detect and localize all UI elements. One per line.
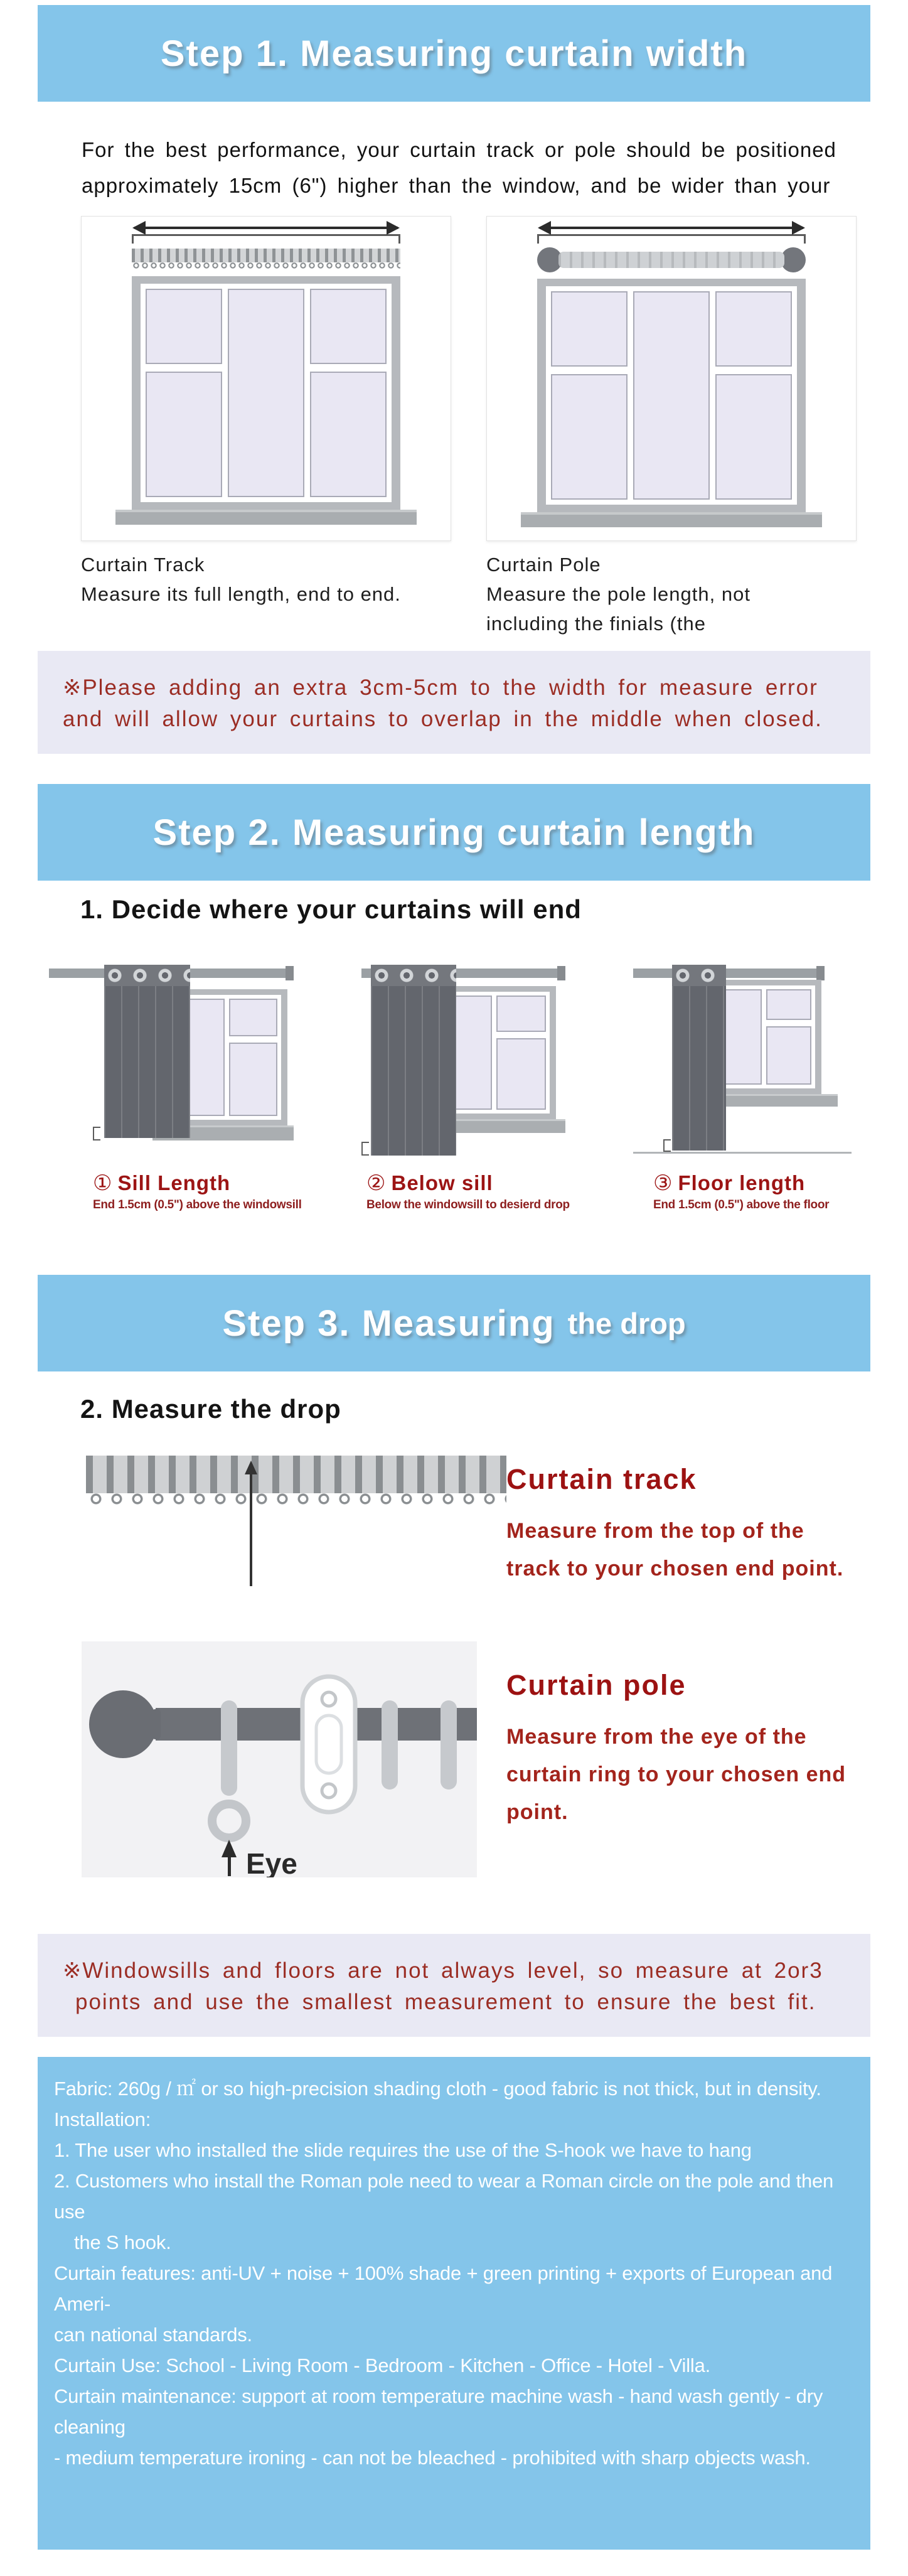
curtain-track-desc-line: Measure from the top of the xyxy=(506,1519,804,1543)
fabric-line: Curtain Use: School - Living Room - Bedroom - Kitchen - Office - Hotel - Villa. xyxy=(54,2354,711,2376)
pole-finial-icon xyxy=(89,1690,157,1758)
curtain-pole-desc-line: point. xyxy=(506,1800,569,1824)
window-illustration xyxy=(132,276,400,510)
window-pane xyxy=(496,1038,546,1110)
fabric-info-block xyxy=(38,2057,870,2550)
fabric-line: - medium temperature ironing - can not be bleached - prohibited with sharp objects wash. xyxy=(54,2447,811,2469)
bracket-screw-icon xyxy=(322,1784,336,1798)
below-sill-figure xyxy=(361,942,565,1162)
curtain-ring xyxy=(441,1700,457,1790)
floor-length-figure xyxy=(633,942,845,1162)
curtain-track-desc xyxy=(506,1512,843,1587)
window-column xyxy=(633,291,710,500)
curtain-pole-desc-line: curtain ring to your chosen end xyxy=(506,1763,847,1786)
window-pane xyxy=(229,999,277,1036)
track-drop-section xyxy=(86,1456,870,1601)
curtain-pole-diagram xyxy=(486,216,857,541)
window-column xyxy=(229,999,277,1116)
grommet-band xyxy=(371,965,456,986)
window-column xyxy=(496,996,546,1110)
curtain-pole-desc xyxy=(506,1718,846,1831)
step1-diagrams xyxy=(81,216,857,541)
window-pane xyxy=(146,289,222,364)
bracket-screw-icon xyxy=(322,1692,336,1706)
width-note xyxy=(38,651,870,754)
curtain-measuring-guide xyxy=(0,5,908,2576)
curtain-length-options xyxy=(49,942,845,1212)
option-number: ③ xyxy=(653,1171,673,1195)
step1-banner xyxy=(38,5,870,102)
fabric-line: 2. Customers who install the Roman pole need to wear a Roman circle on the pole and then use xyxy=(54,2170,834,2223)
step1-intro-line1: For the best performance, your curtain track or pole should be positioned xyxy=(82,138,836,161)
floor-line xyxy=(633,1152,852,1154)
option-desc: Below the windowsill to desierd drop xyxy=(366,1198,570,1211)
window-pane xyxy=(633,291,710,500)
step3-heading: 2. Measure the drop xyxy=(80,1394,341,1424)
windowsill xyxy=(521,512,822,527)
window-pane xyxy=(551,291,628,367)
curtain-track-figure xyxy=(86,1456,506,1601)
window-pane xyxy=(551,374,628,500)
curtain-pole-figure xyxy=(82,1641,477,1877)
finial-collar xyxy=(152,1709,161,1739)
step3-banner-subtext: the drop xyxy=(567,1306,686,1340)
windowsill xyxy=(115,510,417,525)
arrow-tail xyxy=(228,1856,231,1876)
window-pane xyxy=(146,372,222,497)
bracket-slot xyxy=(316,1715,341,1773)
step2-heading: 1. Decide where your curtains will end xyxy=(80,894,582,924)
fabric-line: Fabric: 260g / ㎡ or so high-precision shading cloth - good fabric is not thick, but in density. xyxy=(54,2078,821,2100)
curtain-track-hooks xyxy=(132,262,400,270)
level-note-line1: ※Windowsills and floors are not always level, so measure at 2or3 xyxy=(63,1958,823,1983)
fabric-line: Installation: xyxy=(54,2108,151,2130)
window-pane xyxy=(766,1026,811,1085)
curtain-panel xyxy=(371,965,456,1156)
curtain-rod xyxy=(633,969,821,978)
option-number: ② xyxy=(366,1171,387,1195)
window-pane xyxy=(715,291,792,367)
level-note xyxy=(38,1934,870,2037)
curtain-pole-caption-title: Curtain Pole xyxy=(486,554,601,576)
window-pane xyxy=(310,372,387,497)
option-desc: End 1.5cm (0.5") above the floor xyxy=(653,1198,830,1211)
curtain-pole-caption-line: including the finials (the xyxy=(486,613,706,635)
width-arrow-icon xyxy=(134,227,398,229)
curtain-track-strip xyxy=(86,1456,506,1493)
sill-length-figure xyxy=(49,942,294,1162)
measure-end-mark xyxy=(93,1127,100,1140)
curtain-track-strip xyxy=(132,249,400,262)
window-pane xyxy=(715,374,792,500)
pole-bar xyxy=(558,252,784,268)
curtain-pole xyxy=(537,247,806,272)
level-note-line2: points and use the smallest measurement to ensure the best fit. xyxy=(75,1990,816,2014)
measure-end-mark xyxy=(361,1142,369,1156)
window-pane xyxy=(496,996,546,1032)
window-pane xyxy=(310,289,387,364)
curtain-track-caption-line: Measure its full length, end to end. xyxy=(81,583,401,605)
up-arrow-icon xyxy=(250,1466,252,1586)
window-column xyxy=(228,289,304,497)
option-title: ① Sill Length xyxy=(93,1171,231,1195)
curtain-pole-title: Curtain pole xyxy=(506,1669,686,1701)
step2-banner xyxy=(38,784,870,881)
option-title: ③ Floor length xyxy=(653,1171,806,1195)
step2-banner-text: Step 2. Measuring curtain length xyxy=(152,812,756,853)
curtain-panel xyxy=(672,965,726,1151)
window-pane xyxy=(228,289,304,497)
curtain-track-desc-line: track to your chosen end point. xyxy=(506,1557,844,1580)
window-frame xyxy=(546,286,797,505)
length-option-floor xyxy=(633,942,845,1212)
step1-captions xyxy=(81,550,857,638)
curtain-pole-svg xyxy=(82,1641,477,1877)
step3-banner-text: Step 3. Measuring xyxy=(222,1302,555,1344)
grommet-band xyxy=(672,965,726,986)
eye-label: Eye xyxy=(246,1847,297,1877)
step1-intro xyxy=(82,132,864,203)
window-column xyxy=(766,989,811,1085)
window-illustration xyxy=(537,279,806,512)
pole-finial-icon xyxy=(781,247,806,272)
measure-bracket xyxy=(537,234,806,244)
window-column xyxy=(146,289,222,497)
window-column xyxy=(310,289,387,497)
rod-end-cap xyxy=(286,966,294,980)
curtain-track-hooks xyxy=(86,1493,506,1507)
window-pane xyxy=(766,989,811,1020)
fabric-line: can national standards. xyxy=(54,2324,252,2346)
curtain-pole-caption-line: Measure the pole length, not xyxy=(486,583,750,605)
curtain-track-diagram xyxy=(81,216,451,541)
fabric-line: the S hook. xyxy=(74,2231,171,2253)
window-frame xyxy=(141,284,392,502)
curtain-track-caption xyxy=(81,550,451,638)
width-note-line1: ※Please adding an extra 3cm-5cm to the width for measure error xyxy=(63,675,818,700)
fabric-line: 1. The user who installed the slide requires the use of the S-hook we have to hang xyxy=(54,2139,752,2161)
window-column xyxy=(715,291,792,500)
length-option-sill xyxy=(49,942,302,1212)
fabric-line: Curtain features: anti-UV + noise + 100% shade + green printing + exports of European and Ameri- xyxy=(54,2262,833,2315)
curtain-track-title: Curtain track xyxy=(506,1463,697,1495)
measure-end-mark xyxy=(663,1139,671,1152)
step1-intro-line2: approximately 15cm (6") higher than the window, and be wider than your xyxy=(82,174,831,197)
measure-bracket xyxy=(132,234,400,244)
width-arrow-icon xyxy=(540,227,803,229)
window-pane xyxy=(229,1043,277,1116)
rod-end-cap xyxy=(816,966,825,980)
fabric-line: Curtain maintenance: support at room temperature machine wash - hand wash gently - dry cleaning xyxy=(54,2385,823,2438)
curtain-track-text xyxy=(506,1456,843,1601)
pole-drop-section xyxy=(82,1641,870,1877)
curtain-ring xyxy=(382,1700,398,1790)
window-column xyxy=(551,291,628,500)
figure-background xyxy=(82,1641,477,1877)
grommet-band xyxy=(104,965,190,986)
curtain-ring xyxy=(221,1700,237,1796)
option-title: ② Below sill xyxy=(366,1171,493,1195)
curtain-pole-desc-line: Measure from the eye of the xyxy=(506,1725,807,1749)
option-number: ① xyxy=(93,1171,113,1195)
step3-banner xyxy=(38,1275,870,1371)
rod-end-cap xyxy=(557,966,565,980)
curtain-pole-caption xyxy=(486,550,857,638)
step1-banner-text: Step 1. Measuring curtain width xyxy=(160,33,748,74)
curtain-pole-text xyxy=(506,1641,846,1877)
length-option-below-sill xyxy=(361,942,570,1212)
option-desc: End 1.5cm (0.5") above the windowsill xyxy=(93,1198,302,1211)
curtain-panel xyxy=(104,965,190,1138)
curtain-track-caption-title: Curtain Track xyxy=(81,554,205,576)
width-note-line2: and will allow your curtains to overlap in the middle when closed. xyxy=(63,707,823,731)
